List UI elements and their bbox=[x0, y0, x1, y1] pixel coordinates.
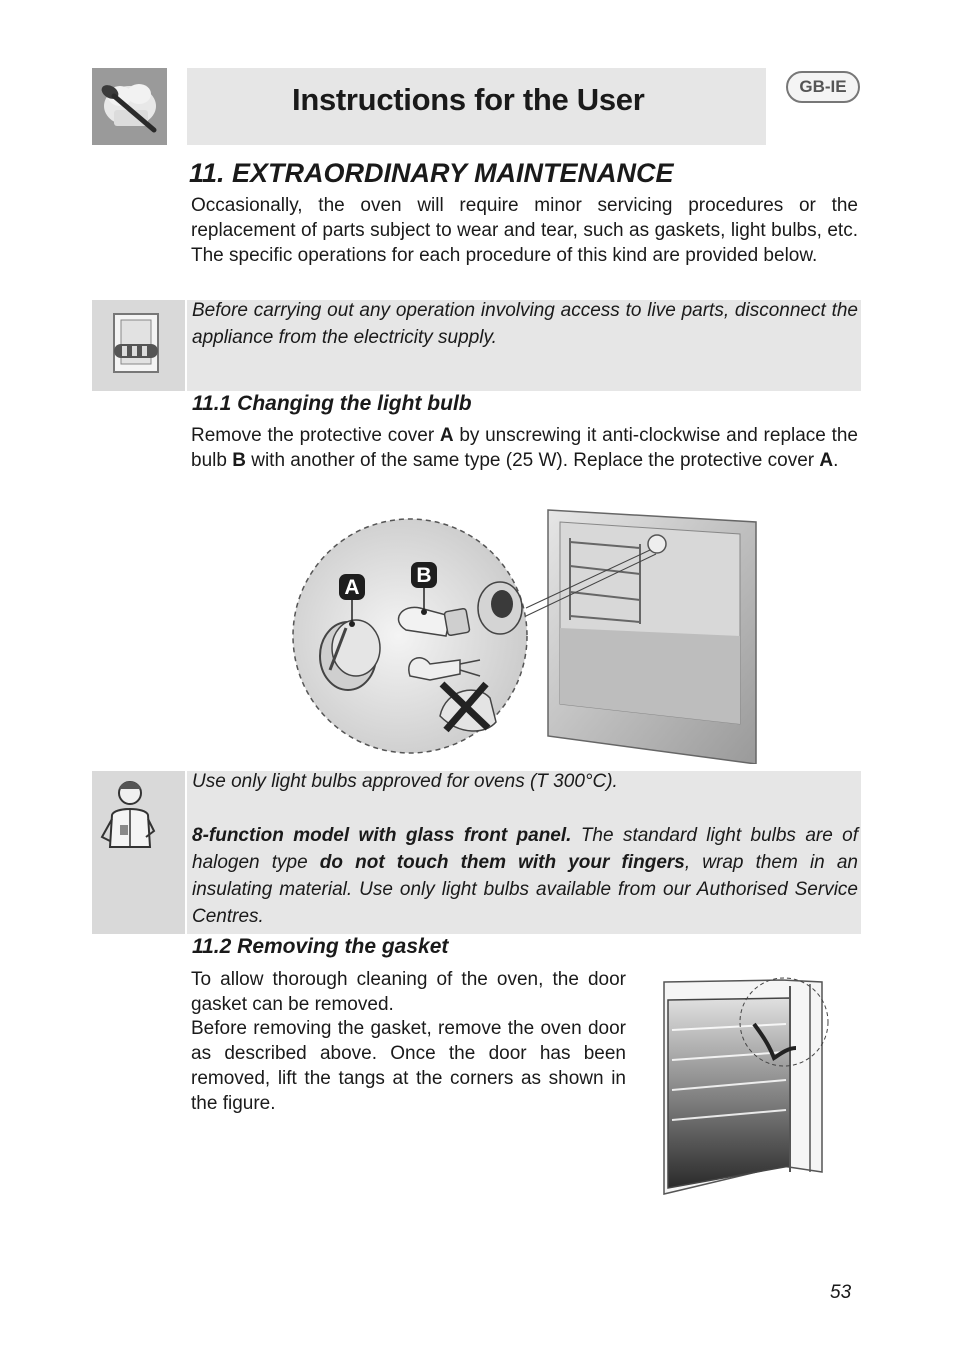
warning-text-a: The standard light bulbs are of halogen type bbox=[192, 825, 859, 873]
warning-bold-lead: 8-function model with glass front panel. bbox=[192, 825, 572, 846]
bulb-paragraph bbox=[191, 423, 858, 473]
bulb-text-1: Remove the protective cover bbox=[191, 425, 440, 446]
oven-gasket-diagram bbox=[662, 976, 832, 1196]
bulb-ref-b: B bbox=[232, 450, 246, 471]
warning-text-2a: Use only light bulbs approved for ovens (T 300°C). bbox=[192, 771, 618, 792]
warning-text-2b bbox=[192, 822, 858, 930]
gasket-figure bbox=[662, 976, 832, 1196]
cover-ref-a-2: A bbox=[819, 450, 834, 471]
technician-icon bbox=[92, 771, 185, 861]
section-title: 11. EXTRAORDINARY MAINTENANCE bbox=[189, 158, 674, 188]
logo bbox=[92, 68, 167, 145]
cover-ref-a: A bbox=[439, 425, 454, 446]
warning-text-b: , wrap them in an insulating material. Use only light bulbs available from our Authorised Service Centres. bbox=[192, 852, 858, 927]
label-b: B bbox=[416, 564, 432, 587]
bulb-text-3: with another of the same type (25 W). Replace the protective cover bbox=[245, 450, 820, 471]
subsection-title-bulb: 11.1 Changing the light bulb bbox=[192, 392, 472, 415]
warning-icon-box bbox=[92, 300, 185, 391]
gasket-paragraph-2: Before removing the gasket, remove the oven door as described above. Once the door has been removed, lift the tangs at the corners as shown in the figure. bbox=[191, 1018, 626, 1114]
oven-light-diagram bbox=[290, 508, 760, 764]
power-socket-icon bbox=[92, 300, 185, 391]
page-title: Instructions for the User bbox=[292, 82, 645, 117]
spoon-chef-hat-icon bbox=[92, 68, 167, 145]
warning-text-1: Before carrying out any operation involving access to live parts, disconnect the appliance from the electricity supply. bbox=[192, 300, 858, 348]
subsection-title-gasket: 11.2 Removing the gasket bbox=[192, 935, 449, 958]
bulb-text-2: by unscrewing it anti-clockwise and replace the bulb bbox=[191, 425, 858, 471]
warning-icon-box-2 bbox=[92, 771, 185, 934]
intro-paragraph: Occasionally, the oven will require minor servicing procedures or the replacement of parts subject to wear and tear, such as gaskets, light bulbs, etc. The specific operations for each procedure of this kind are provided below. bbox=[191, 195, 858, 266]
page-number: 53 bbox=[830, 1282, 852, 1303]
language-badge: GB-IE bbox=[786, 71, 860, 103]
warning-bold-mid: do not touch them with your fingers bbox=[319, 852, 685, 873]
light-bulb-figure bbox=[290, 508, 760, 764]
bulb-text-4: . bbox=[833, 450, 839, 471]
label-a: A bbox=[344, 576, 360, 599]
gasket-paragraph-1: To allow thorough cleaning of the oven, the door gasket can be removed. bbox=[191, 969, 626, 1015]
